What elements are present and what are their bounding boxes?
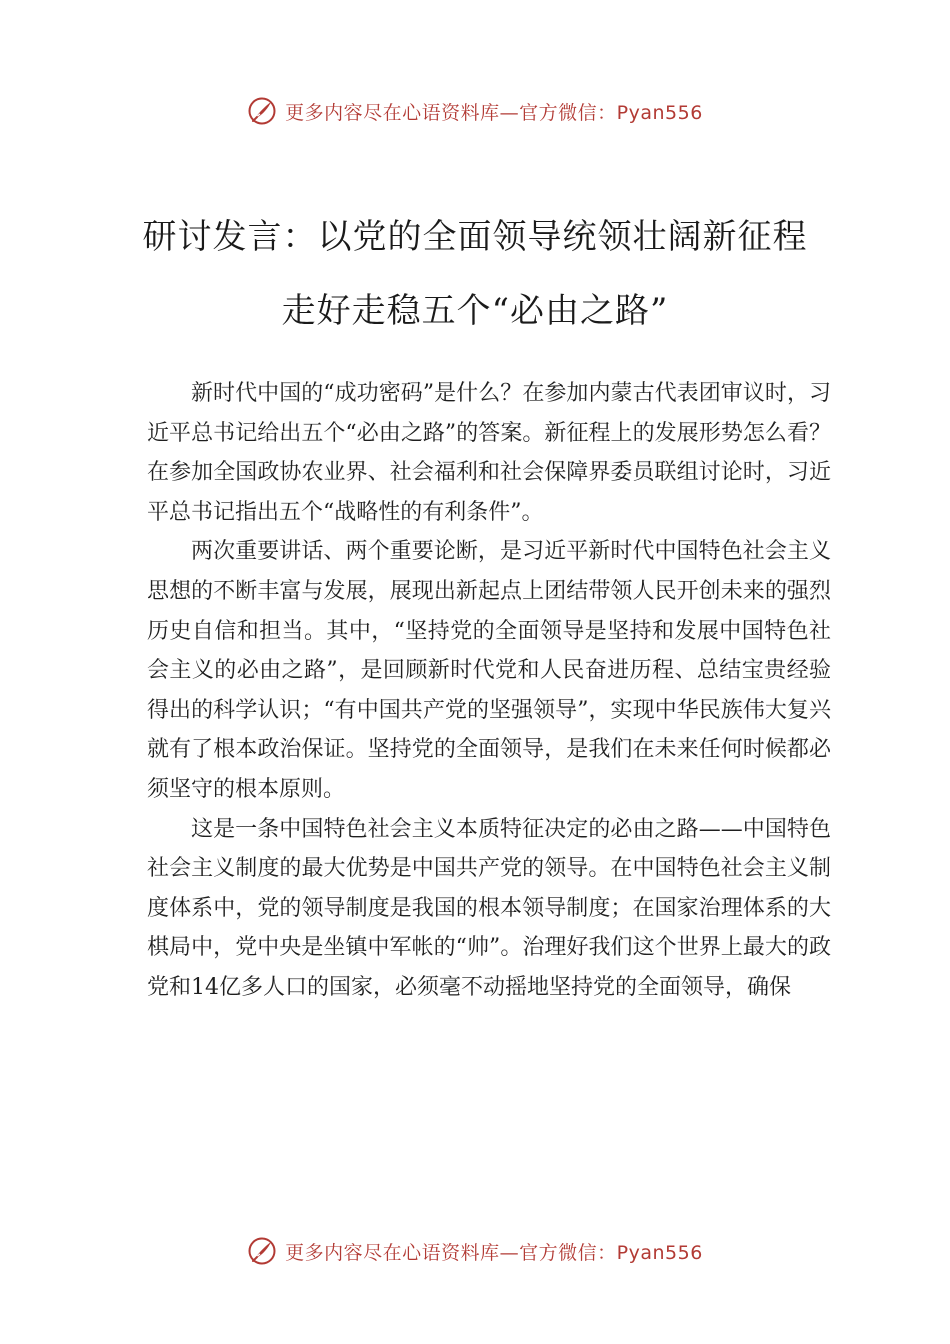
watermark-wechat-id: Pyan556 — [616, 101, 703, 124]
watermark-wechat-id: Pyan556 — [616, 1241, 703, 1264]
quill-logo-icon — [247, 96, 277, 126]
watermark-label: 更多内容尽在心语资料库—官方微信： — [285, 101, 617, 124]
paragraph: 新时代中国的“成功密码”是什么？在参加内蒙古代表团审议时，习近平总书记给出五个“必由之路”的答案。新征程上的发展形势怎么看？在参加全国政协农业界、社会福利和社会保障界委员联组讨论时，习近平总书记指出五个“战略性的有利条件”。 — [147, 381, 831, 525]
quill-logo-icon — [247, 1236, 277, 1266]
paragraph: 两次重要讲话、两个重要论断，是习近平新时代中国特色社会主义思想的不断丰富与发展，展现出新起点上团结带领人民开创未来的强烈历史自信和担当。其中，“坚持党的全面领导是坚持和发展中国特色社会主义的必由之路”，是回顾新时代党和人民奋进历程、总结宝贵经验得出的科学认识；“有中国共产党的坚强领导”，实现中华民族伟大复兴就有了根本政治保证。坚持党的全面领导，是我们在未来任何时候都必须坚守的根本原则。 — [147, 539, 831, 802]
watermark-text — [285, 98, 703, 125]
document-title: 研讨发言：以党的全面领导统领壮阔新征程 走好走稳五个“必由之路” — [142, 217, 808, 331]
document-body — [147, 374, 831, 1008]
watermark-footer — [0, 1236, 950, 1266]
watermark-text — [285, 1238, 703, 1265]
watermark-header — [0, 96, 950, 126]
paragraph: 这是一条中国特色社会主义本质特征决定的必由之路——中国特色社会主义制度的最大优势是中国共产党的领导。在中国特色社会主义制度体系中，党的领导制度是我国的根本领导制度；在国家治理体系的大棋局中，党中央是坐镇中军帐的“帅”。治理好我们这个世界上最大的政党和14亿多人口的国家，必须毫不动摇地坚持党的全面领导，确保 — [147, 816, 831, 1000]
watermark-label: 更多内容尽在心语资料库—官方微信： — [285, 1241, 617, 1264]
